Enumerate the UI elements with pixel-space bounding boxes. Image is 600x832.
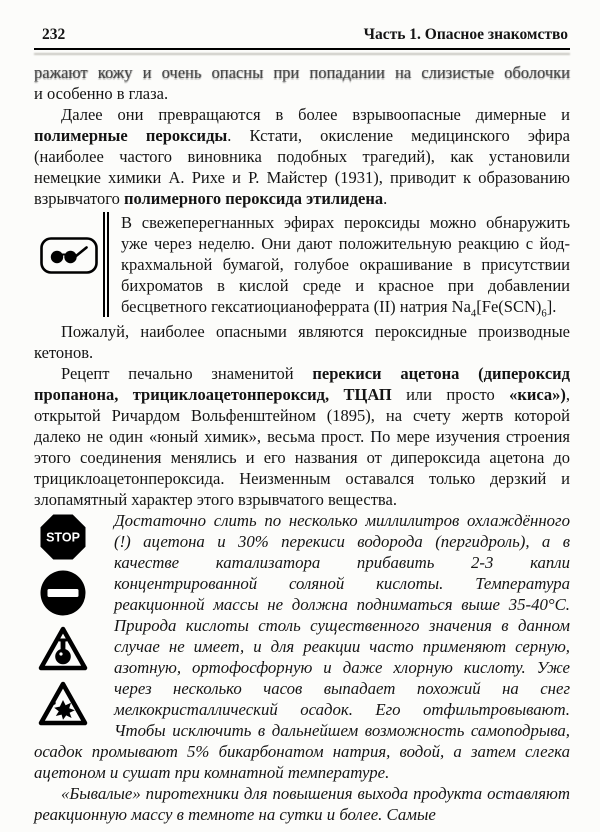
header-rule-ghost bbox=[34, 53, 570, 55]
warning-icon-column bbox=[34, 513, 92, 727]
paragraph-recipe-history: Рецепт печально знаменитой перекиси ацетона (дипероксид пропанона, трициклоацетонпероксид, ТЦАП или просто «киса»), открытой Ричардом Вольфенштейном (1895), на счету жертв которой далеко не один «юный химик», весьма прост. По мере изучения строения этого соединения менялись и его названия от дипероксида ацетона до трициклоацетонпероксида. Неизменным оставался только дерзкий и злопамятный характер этого взрывчатого вещества. bbox=[34, 364, 571, 509]
note-text: В свежеперегнанных эфирах пероксиды можно обнаружить уже через неделю. Они дают положительную реакцию с йод-крахмальной бумагой, голубое окрашивание в присутствии бихроматов в кислой среде и красное при добавлении бесцветного гексатиоцианоферрата (II) натрия $Na_4[Fe(SCN)_6]$. bbox=[121, 213, 570, 320]
paragraph-dimeric-peroxides: Далее они превращаются в более взрывоопасные димерные и полимерные пероксиды. Кстати, окисление медицинского эфира (наиболее частого виновника подобных трагедий), как установили немецкие химики А. Рихе и Р. Майстер (1931), приводит к образованию взрывчатого полимерного пероксида этилидена. bbox=[34, 105, 570, 208]
chapter-title: Часть 1. Опасное знакомство bbox=[363, 26, 568, 43]
text-column bbox=[34, 62, 570, 825]
no-entry-icon bbox=[39, 569, 87, 617]
warning-veterans-text: «Бывалые» пиротехники для повышения выхода продукта оставляют реакционную массу в темноте на сутки и более. Самые bbox=[34, 784, 570, 824]
paragraph-intro-faded-line: ражают кожу и очень опасны при попадании на слизистые оболочки bbox=[34, 63, 570, 82]
warning-recipe-text: Достаточно слить по несколько миллилитров охлаждённого (!) ацетона и 30% перекиси водорода (пергидроль), а в качестве катализатора прибавить 2-3 капли концентрированной соляной кислоты. Температура реакционной массы не должна подниматься выше 35-40°С. Природа кислоты столь существенного значения в данном случае не имеет, и для реакции часто применяют серную, азотную, ортофосфорную и даже хлорную кислоту. Уже через несколько часов выпадает похожий на снег мелкокристаллический осадок. Его отфильтровывают. Чтобы исключить в дальнейшем возможность самоподрыва, осадок промывают 5% бикарбонатом натрия, водой, а затем слегка ацетоном и сушат при комнатной температуре. bbox=[34, 511, 570, 782]
flask-warning-icon bbox=[37, 625, 89, 672]
page-number: 232 bbox=[42, 26, 66, 43]
running-head bbox=[34, 24, 570, 50]
explosion-warning-icon bbox=[37, 680, 89, 727]
glasses-icon bbox=[40, 237, 98, 274]
note-block bbox=[103, 212, 570, 320]
warning-block bbox=[34, 510, 570, 825]
stop-sign-icon bbox=[39, 513, 87, 561]
stop-sign-label: STOP bbox=[46, 530, 80, 545]
paragraph-ketones: Пожалуй, наиболее опасными являются пероксидные производные кетонов. bbox=[34, 322, 570, 362]
paragraph-intro-line2: и особенно в глаза. bbox=[34, 84, 169, 103]
